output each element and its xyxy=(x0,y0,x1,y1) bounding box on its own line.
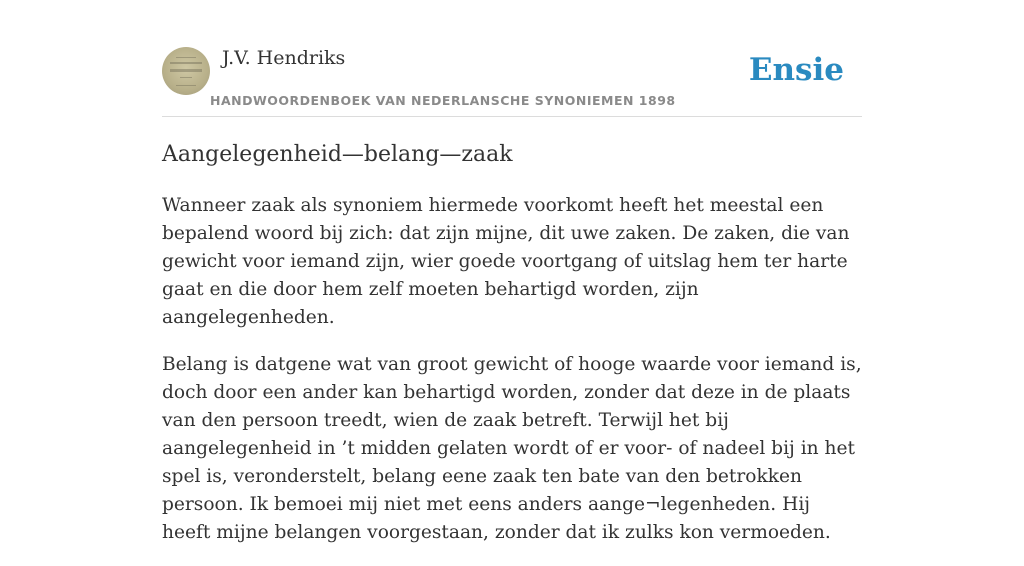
header xyxy=(162,46,862,117)
author-name[interactable]: J.V. Hendriks xyxy=(222,47,346,69)
article-body xyxy=(162,192,862,566)
source-title[interactable]: HANDWOORDENBOEK VAN NEDERLANSCHE SYNONIEMEN 1898 xyxy=(210,93,676,108)
article-title: Aangelegenheid—belang—zaak xyxy=(162,142,513,167)
brand-logo[interactable]: Ensie xyxy=(748,52,844,88)
paragraph: Wanneer zaak als synoniem hiermede voorkomt heeft het meestal een bepalend woord bij zich: dat zijn mijne, dit uwe zaken. De zaken, die van gewicht voor iemand zijn, wier goede voortgang of uitslag hem ter harte gaat en die door hem zelf moeten behartigd worden, zijn aangelegenheden. xyxy=(162,195,850,328)
source-book-avatar[interactable] xyxy=(162,47,210,95)
paragraph: Belang is datgene wat van groot gewicht of hooge waarde voor iemand is, doch door een ander kan behartigd worden, zonder dat deze in de plaats van den persoon treedt, wien de zaak betreft. Terwijl het bij aangelegenheid in ’t midden gelaten wordt of er voor- of nadeel bij in het spel is, veronderstelt, belang eene zaak ten bate van den betrokken persoon. Ik bemoei mij niet met eens anders aange¬legenheden. Hij heeft mijne belangen voorgestaan, zonder dat ik zulks kon vermoeden. xyxy=(162,354,862,543)
